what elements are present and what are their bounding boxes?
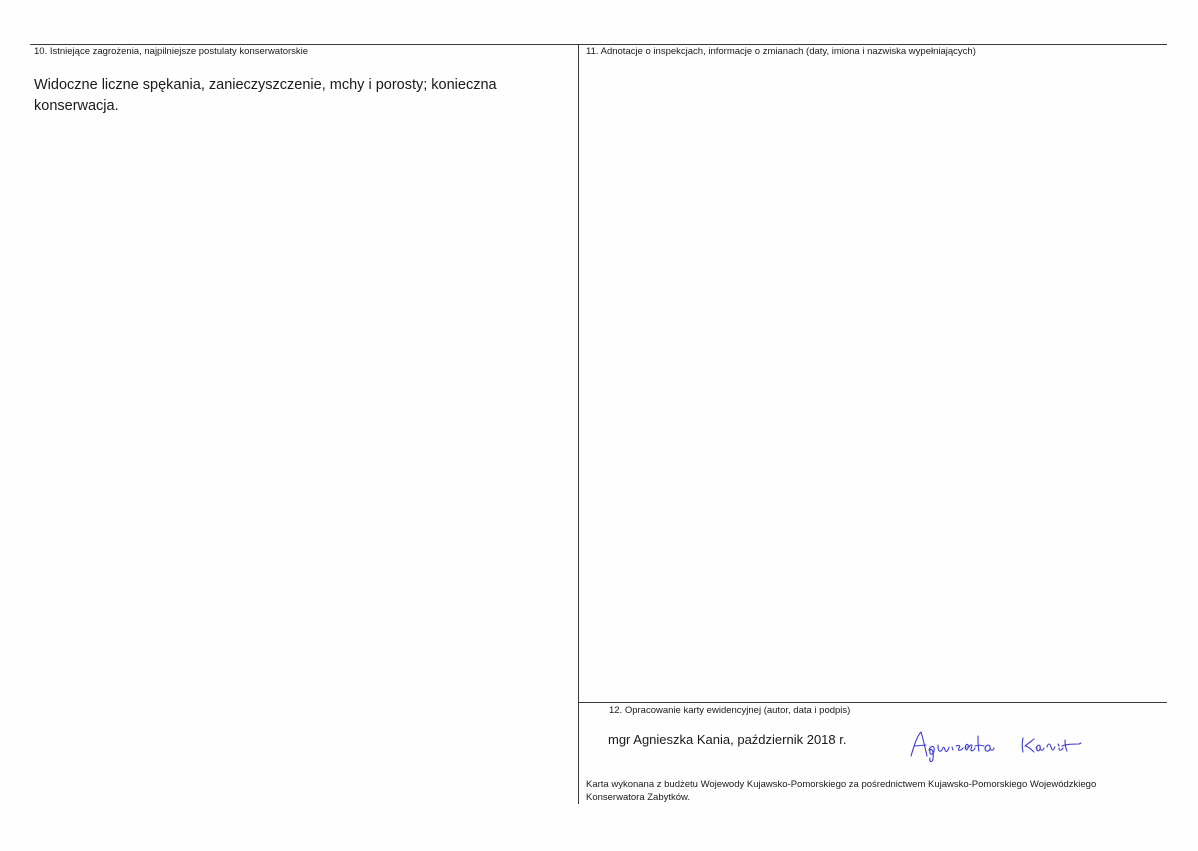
column-divider bbox=[578, 44, 579, 804]
top-rule bbox=[30, 44, 1167, 45]
section-11-heading: 11. Adnotacje o inspekcjach, informacje o zmianach (daty, imiona i nazwiska wypełniających) bbox=[586, 46, 976, 57]
handwritten-signature bbox=[905, 726, 1120, 764]
section-10-heading: 10. Istniejące zagrożenia, najpilniejsze postulaty konserwatorskie bbox=[34, 46, 309, 57]
funding-note: Karta wykonana z budżetu Wojewody Kujawsko-Pomorskiego za pośrednictwem Kujawsko-Pomorskiego Wojewódzkiego Konserwatora Zabytków. bbox=[586, 779, 1097, 803]
section-12-rule bbox=[578, 702, 1167, 703]
section-10-body: Widoczne liczne spękania, zanieczyszczenie, mchy i porosty; konieczna konserwacja. bbox=[34, 77, 497, 114]
section-12-heading: 12. Opracowanie karty ewidencyjnej (autor, data i podpis) bbox=[609, 705, 851, 716]
section-12-author-line: mgr Agnieszka Kania, październik 2018 r. bbox=[608, 732, 847, 747]
